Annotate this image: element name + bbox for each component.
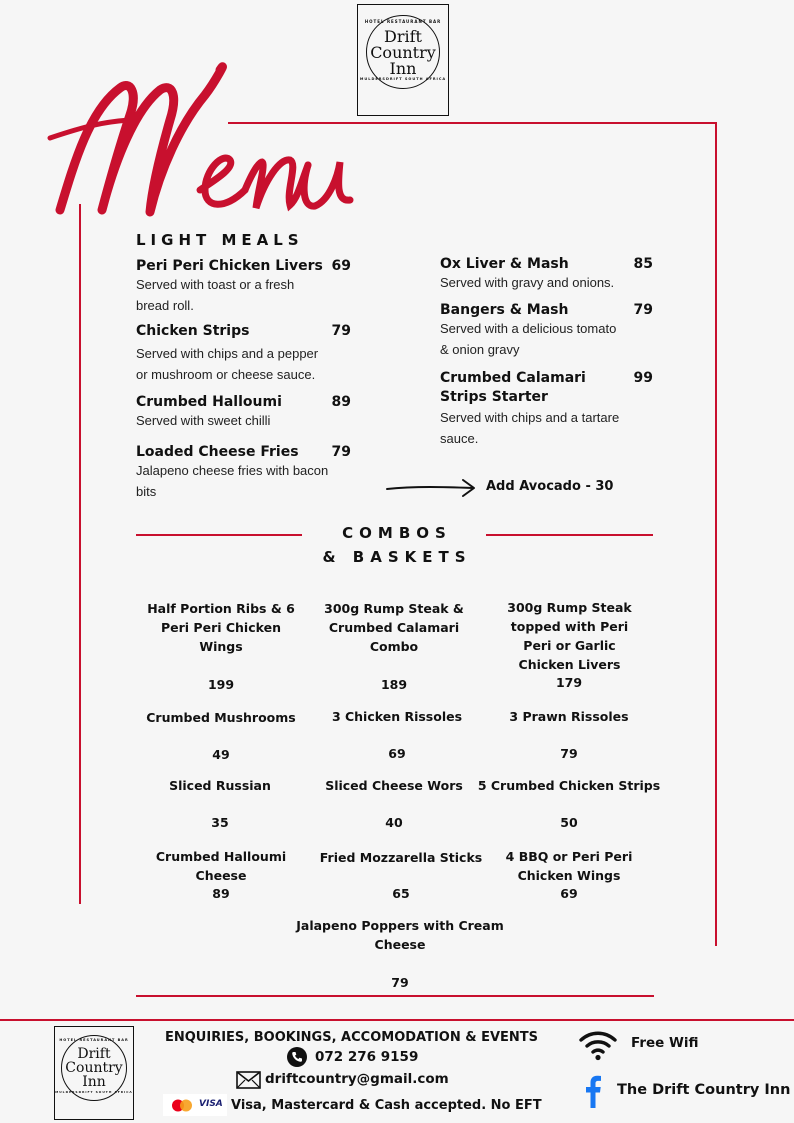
light-meal-item bbox=[136, 394, 351, 431]
footer-logo bbox=[54, 1026, 134, 1120]
combo-name: 300g Rump Steak topped with Peri Peri or Garlic Chicken Livers bbox=[507, 600, 632, 672]
email-address[interactable]: driftcountry@gmail.com bbox=[265, 1071, 449, 1087]
combo-price: 189 bbox=[380, 677, 408, 692]
item-name: Chicken Strips bbox=[136, 323, 250, 339]
light-meal-item bbox=[440, 370, 653, 449]
combo-name: Sliced Cheese Wors bbox=[325, 778, 463, 793]
item-desc: or mushroom or cheese sauce. bbox=[136, 367, 316, 382]
item-desc: Served with gravy and onions. bbox=[440, 275, 615, 290]
logo-line2: Country bbox=[370, 43, 436, 62]
logo bbox=[357, 4, 449, 116]
item-name-line2: Strips Starter bbox=[440, 389, 548, 405]
item-desc: Served with chips and a tartare bbox=[440, 410, 620, 425]
combo-name: 300g Rump Steak & Crumbed Calamari Combo bbox=[324, 601, 464, 654]
item-desc: Served with chips and a pepper bbox=[136, 346, 319, 361]
combos-right-rule bbox=[486, 534, 653, 536]
light-meal-item bbox=[136, 444, 351, 502]
combo-price: 79 bbox=[391, 975, 409, 990]
combo-name: 5 Crumbed Chicken Strips bbox=[477, 778, 661, 793]
combo-name: 3 Chicken Rissoles bbox=[331, 709, 463, 724]
combo-name: Jalapeno Poppers with Cream Cheese bbox=[296, 918, 504, 952]
combo-price: 35 bbox=[211, 815, 229, 830]
facebook-page-name[interactable]: The Drift Country Inn bbox=[617, 1082, 791, 1098]
wifi-text: Free Wifi bbox=[631, 1035, 699, 1051]
footer-top-rule bbox=[0, 1019, 794, 1021]
combos-title-line2: & BASKETS bbox=[322, 548, 472, 566]
logo-arc-bottom: MULDERSDRIFT SOUTH AFRICA bbox=[359, 77, 447, 81]
light-meal-item bbox=[440, 256, 653, 293]
combo-name: Sliced Russian bbox=[169, 778, 271, 793]
combo-price: 65 bbox=[392, 886, 410, 901]
light-meal-item bbox=[136, 258, 351, 316]
combo-name: Crumbed Halloumi Cheese bbox=[155, 849, 287, 883]
logo-line3: Inn bbox=[389, 59, 417, 78]
item-price: 89 bbox=[331, 394, 351, 410]
item-price: 79 bbox=[331, 323, 351, 339]
combos-left-rule bbox=[136, 534, 302, 536]
wifi-icon bbox=[578, 1029, 618, 1061]
mastercard-icon bbox=[171, 1099, 193, 1112]
item-price: 85 bbox=[633, 256, 653, 272]
combo-price: 49 bbox=[212, 747, 230, 762]
menu-title bbox=[40, 40, 360, 240]
addon-avocado: Add Avocado - 30 bbox=[486, 479, 614, 494]
footer-logo-arc-bottom: MULDERSDRIFT SOUTH AFRICA bbox=[55, 1090, 133, 1094]
item-price: 69 bbox=[331, 258, 351, 274]
enquiries-text: ENQUIRIES, BOOKINGS, ACCOMODATION & EVENTS bbox=[165, 1030, 539, 1045]
visa-icon: VISA bbox=[199, 1099, 223, 1109]
item-desc: Jalapeno cheese fries with bacon bbox=[136, 463, 329, 478]
combos-bottom-rule bbox=[136, 995, 654, 997]
footer-logo-line1: Drift bbox=[77, 1046, 111, 1062]
combo-price: 69 bbox=[388, 746, 406, 761]
item-desc: bread roll. bbox=[136, 298, 194, 313]
combo-price: 40 bbox=[385, 815, 403, 830]
facebook-icon[interactable] bbox=[585, 1074, 601, 1108]
payment-text: Visa, Mastercard & Cash accepted. No EFT bbox=[231, 1098, 542, 1113]
phone-number[interactable]: 072 276 9159 bbox=[315, 1049, 419, 1065]
item-name: Ox Liver & Mash bbox=[440, 256, 569, 272]
item-name: Loaded Cheese Fries bbox=[136, 444, 299, 460]
phone-icon bbox=[287, 1047, 307, 1067]
item-price: 99 bbox=[633, 370, 653, 386]
combo-price: 179 bbox=[555, 675, 583, 690]
combo-price: 79 bbox=[560, 746, 578, 761]
item-desc: Served with a delicious tomato bbox=[440, 321, 617, 336]
item-name: Crumbed Calamari bbox=[440, 370, 586, 386]
combo-name: 4 BBQ or Peri Peri Chicken Wings bbox=[505, 849, 633, 883]
combo-price: 50 bbox=[560, 815, 578, 830]
combo-price: 199 bbox=[207, 677, 235, 692]
logo-line1: Drift bbox=[384, 27, 422, 46]
item-desc: Served with sweet chilli bbox=[136, 413, 271, 428]
logo-arc-top: HOTEL RESTAURANT BAR bbox=[364, 19, 442, 24]
light-meal-item bbox=[136, 323, 351, 385]
item-name: Crumbed Halloumi bbox=[136, 394, 282, 410]
combo-price: 69 bbox=[560, 886, 578, 901]
combo-name: Crumbed Mushrooms bbox=[146, 710, 296, 725]
combo-price: 89 bbox=[212, 886, 230, 901]
item-desc: bits bbox=[136, 484, 157, 499]
combos-title-line1: COMBOS bbox=[342, 524, 452, 542]
item-name: Peri Peri Chicken Livers bbox=[136, 258, 323, 274]
light-meal-item bbox=[440, 302, 653, 360]
combo-name: 3 Prawn Rissoles bbox=[509, 709, 629, 724]
item-price: 79 bbox=[331, 444, 351, 460]
combo-name: Half Portion Ribs & 6 Peri Peri Chicken Wings bbox=[147, 601, 295, 654]
frame-left-line bbox=[79, 204, 81, 904]
mail-icon bbox=[236, 1071, 261, 1089]
item-price: 79 bbox=[633, 302, 653, 318]
footer-logo-line3: Inn bbox=[82, 1074, 106, 1090]
item-desc: & onion gravy bbox=[440, 342, 520, 357]
footer-logo-line2: Country bbox=[65, 1060, 123, 1076]
item-desc: sauce. bbox=[440, 431, 479, 446]
light-meals-title: LIGHT MEALS bbox=[136, 231, 304, 249]
frame-top-line bbox=[228, 122, 717, 124]
arrow-right-icon bbox=[385, 478, 477, 498]
frame-right-line bbox=[715, 122, 717, 946]
item-name: Bangers & Mash bbox=[440, 302, 569, 318]
combo-name: Fried Mozzarella Sticks bbox=[319, 850, 483, 865]
footer-logo-arc-top: HOTEL RESTAURANT BAR bbox=[59, 1038, 129, 1042]
payment-logos bbox=[163, 1094, 227, 1116]
item-desc: Served with toast or a fresh bbox=[136, 277, 295, 292]
